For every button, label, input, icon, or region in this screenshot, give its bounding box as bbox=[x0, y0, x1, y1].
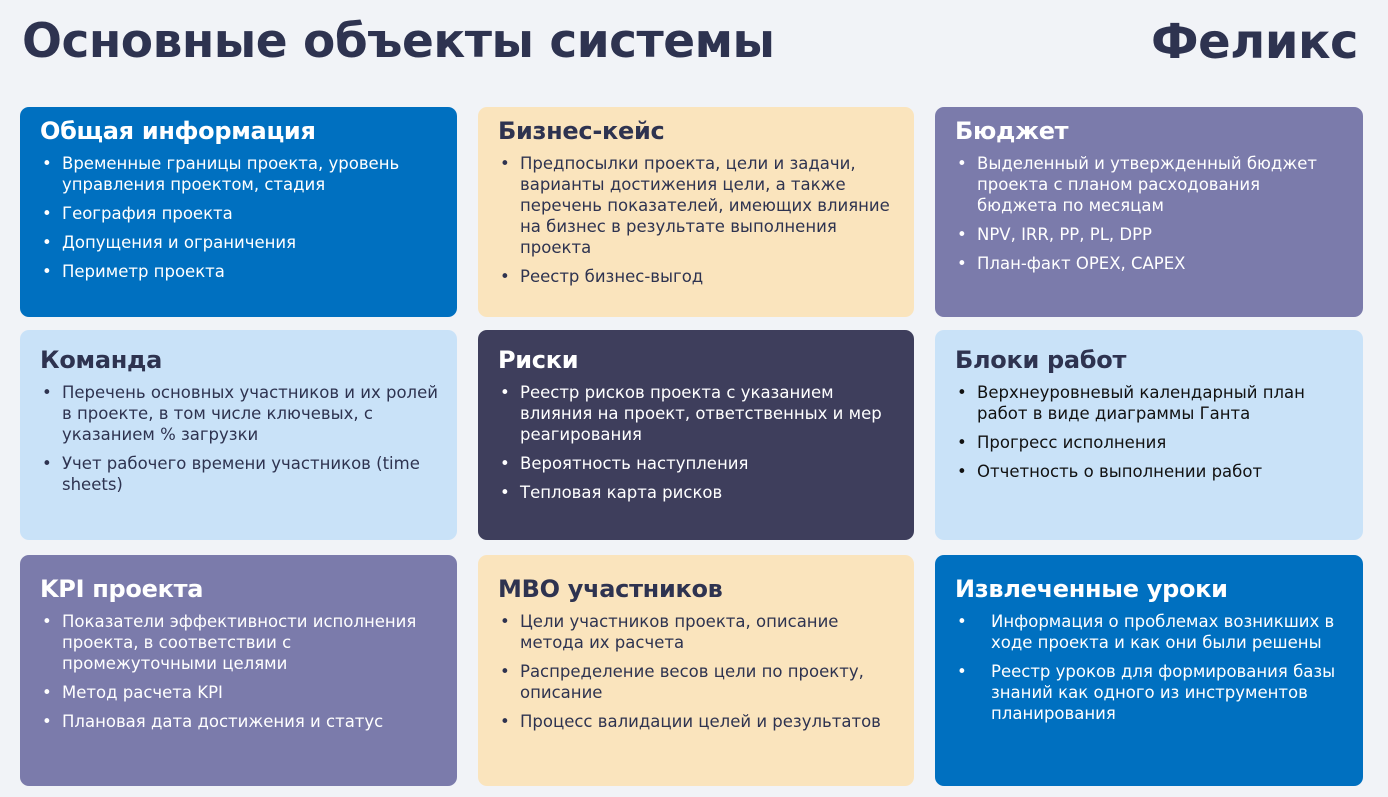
page-title: Основные объекты системы bbox=[22, 14, 775, 69]
card-title: Общая информация bbox=[40, 117, 316, 145]
card-kpi bbox=[20, 555, 457, 786]
list-item: • Перечень основных участников и их ролей в проекте, в том числе ключевых, с указанием % загрузки bbox=[62, 382, 439, 445]
list-item: • Реестр бизнес-выгод bbox=[520, 266, 896, 287]
card-list bbox=[498, 382, 896, 503]
list-item: • NPV, IRR, PP, PL, DPP bbox=[977, 224, 1345, 245]
list-item: • Отчетность о выполнении работ bbox=[977, 461, 1345, 482]
list-item: • Допущения и ограничения bbox=[62, 232, 439, 253]
card-risks bbox=[478, 330, 914, 540]
card-list bbox=[498, 611, 896, 732]
list-item: • Тепловая карта рисков bbox=[520, 482, 896, 503]
card-list bbox=[40, 611, 439, 732]
list-item: • География проекта bbox=[62, 203, 439, 224]
card-business-case bbox=[478, 107, 914, 317]
card-list bbox=[498, 153, 896, 287]
card-list bbox=[40, 153, 439, 282]
brand-logo: Феликс bbox=[1151, 14, 1358, 70]
card-list bbox=[955, 382, 1345, 482]
list-item: • Реестр рисков проекта с указанием влияния на проект, ответственных и мер реагирования bbox=[520, 382, 896, 445]
card-title: Извлеченные уроки bbox=[955, 575, 1228, 603]
list-item: • Периметр проекта bbox=[62, 261, 439, 282]
list-item: • Распределение весов цели по проекту, описание bbox=[520, 661, 896, 703]
card-title: Блоки работ bbox=[955, 346, 1127, 374]
card-lessons-learned bbox=[935, 555, 1363, 786]
card-title: Команда bbox=[40, 346, 162, 374]
list-item: • Верхнеуровневый календарный план работ в виде диаграммы Ганта bbox=[977, 382, 1345, 424]
card-title: Бизнес-кейс bbox=[498, 117, 665, 145]
list-item: • Цели участников проекта, описание метода их расчета bbox=[520, 611, 896, 653]
card-mbo bbox=[478, 555, 914, 786]
list-item: • Процесс валидации целей и результатов bbox=[520, 711, 896, 732]
card-title: Риски bbox=[498, 346, 579, 374]
card-list bbox=[955, 153, 1345, 274]
list-item: • Прогресс исполнения bbox=[977, 432, 1345, 453]
card-work-blocks bbox=[935, 330, 1363, 540]
list-item: • Вероятность наступления bbox=[520, 453, 896, 474]
list-item: • Выделенный и утвержденный бюджет проекта с планом расходования бюджета по месяцам bbox=[977, 153, 1345, 216]
list-item: • Метод расчета KPI bbox=[62, 682, 439, 703]
list-item: • Реестр уроков для формирования базы знаний как одного из инструментов планирования bbox=[991, 661, 1345, 724]
list-item: • План-факт OPEX, CAPEX bbox=[977, 253, 1345, 274]
card-list bbox=[955, 611, 1345, 724]
list-item: • Временные границы проекта, уровень управления проектом, стадия bbox=[62, 153, 439, 195]
list-item: • Учет рабочего времени участников (time sheets) bbox=[62, 453, 439, 495]
card-title: KPI проекта bbox=[40, 575, 204, 603]
list-item: • Информация о проблемах возникших в ходе проекта и как они были решены bbox=[991, 611, 1345, 653]
card-title: Бюджет bbox=[955, 117, 1069, 145]
card-budget bbox=[935, 107, 1363, 317]
list-item: • Показатели эффективности исполнения проекта, в соответствии с промежуточными целями bbox=[62, 611, 439, 674]
card-general-info bbox=[20, 107, 457, 317]
list-item: • Предпосылки проекта, цели и задачи, варианты достижения цели, а также перечень показателей, имеющих влияние на бизнес в результате выполнения проекта bbox=[520, 153, 896, 258]
card-team bbox=[20, 330, 457, 540]
list-item: • Плановая дата достижения и статус bbox=[62, 711, 439, 732]
card-list bbox=[40, 382, 439, 495]
card-title: MBO участников bbox=[498, 575, 723, 603]
